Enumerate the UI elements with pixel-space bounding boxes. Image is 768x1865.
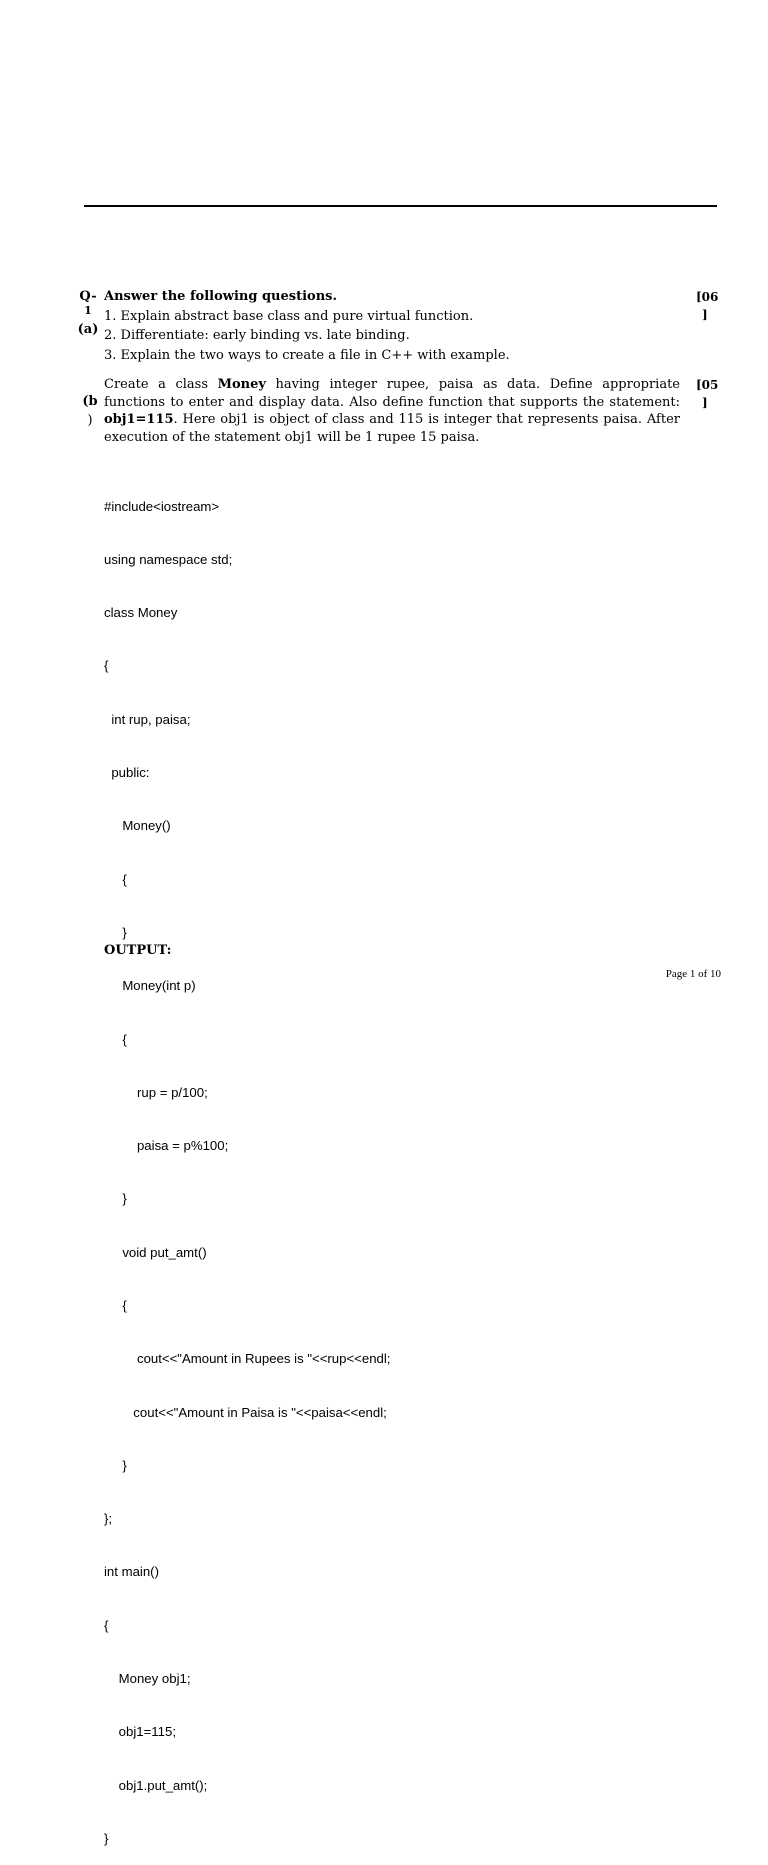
- part-b-paragraph: [104, 376, 680, 446]
- code-line: {: [104, 1297, 127, 1313]
- code-line: {: [104, 1031, 127, 1047]
- statement-bold: obj1=115: [104, 412, 174, 427]
- code-line: int rup, paisa;: [104, 711, 191, 727]
- code-line: {: [104, 658, 109, 674]
- code-line: {: [104, 871, 127, 887]
- code-line: #include<iostream>: [104, 498, 220, 514]
- code-line: Money(int p): [104, 978, 196, 994]
- part-a-marks-close: ]: [702, 308, 708, 322]
- code-line: }: [104, 1457, 127, 1473]
- code-line: }: [104, 1191, 127, 1207]
- part-a-item-1: 1. Explain abstract base class and pure virtual function.: [104, 308, 474, 324]
- part-a-content: [104, 287, 684, 366]
- part-b-marks-value: [05: [696, 378, 719, 392]
- part-a-heading: Answer the following questions.: [104, 289, 337, 304]
- code-line: obj1.put_amt();: [104, 1777, 208, 1793]
- code-line: class Money: [104, 605, 178, 621]
- part-a-item-3: 3. Explain the two ways to create a file in C++ with example.: [104, 348, 510, 364]
- part-b-para-2: having integer rupee, paisa as data. Define appropriate functions to enter and display data. Also define function that supports the statement:: [104, 377, 681, 410]
- code-line: }: [104, 924, 127, 940]
- code-line: cout<<"Amount in Rupees is "<<rup<<endl;: [104, 1351, 391, 1367]
- code-line: rup = p/100;: [104, 1084, 208, 1100]
- part-a-marks: [696, 288, 722, 324]
- code-line: public:: [104, 765, 150, 781]
- part-a-marks-value: [06: [696, 290, 719, 304]
- code-line: Money obj1;: [104, 1671, 191, 1687]
- part-b-marks-close: ]: [702, 396, 708, 410]
- code-line: {: [104, 1617, 109, 1633]
- code-line: }: [104, 1830, 109, 1846]
- header-rule: [84, 205, 717, 207]
- part-b-label-open: (b: [82, 394, 98, 409]
- code-line: };: [104, 1511, 113, 1527]
- code-line: cout<<"Amount in Paisa is "<<paisa<<endl;: [104, 1404, 387, 1420]
- page-number: Page 1 of 10: [665, 968, 721, 980]
- class-name-bold: Money: [217, 377, 266, 392]
- part-b-para-3: . Here obj1 is object of class and 115 is integer that represents paisa. After execution of the statement obj1 will be 1 rupee 15 paisa.: [104, 412, 680, 445]
- part-b-para-1: Create a class: [104, 377, 218, 392]
- question-number: [76, 289, 100, 318]
- code-line: int main(): [104, 1564, 159, 1580]
- code-line: using namespace std;: [104, 551, 233, 567]
- part-a-label: (a): [77, 322, 99, 337]
- part-b-label: [76, 392, 104, 430]
- question-label: Q-: [79, 289, 97, 304]
- code-line: void put_amt(): [104, 1244, 207, 1260]
- part-a-item-2: 2. Differentiate: early binding vs. late binding.: [104, 328, 410, 344]
- code-line: paisa = p%100;: [104, 1138, 229, 1154]
- code-line: obj1=115;: [104, 1724, 176, 1740]
- output-label: OUTPUT:: [104, 943, 172, 958]
- question-label-digit: 1: [84, 304, 92, 317]
- code-line: Money(): [104, 818, 171, 834]
- code-listing: [104, 462, 390, 1865]
- part-b-label-close: ): [87, 413, 93, 428]
- part-b-marks: [696, 376, 722, 412]
